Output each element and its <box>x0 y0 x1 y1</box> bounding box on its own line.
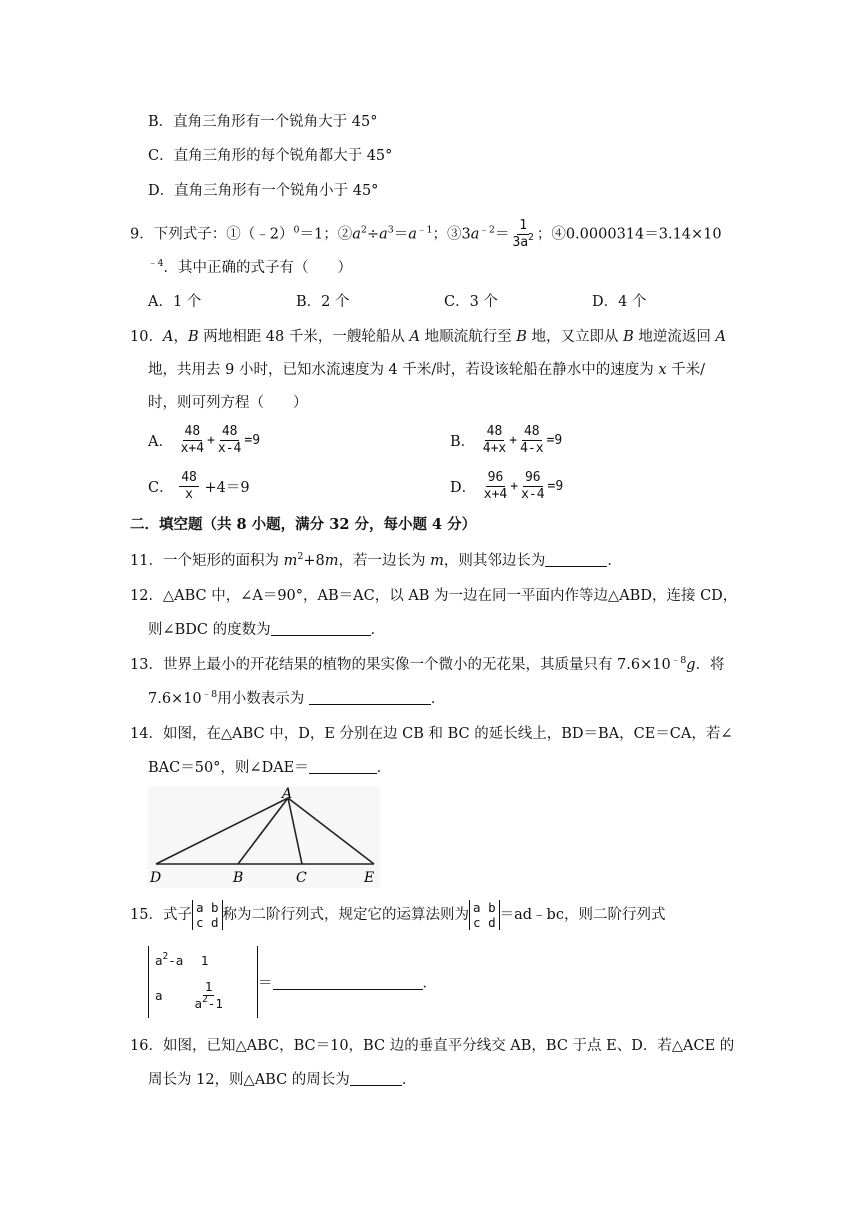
q14-answer-blank[interactable] <box>309 759 377 774</box>
label-e: E <box>364 870 375 886</box>
q14-line2: BAC＝50°，则∠DAE＝ ． <box>148 760 392 776</box>
label-d: D <box>150 870 162 886</box>
q8-option-d: D．直角三角形有一个锐角小于 45° <box>148 183 379 199</box>
q10-line2: 地，共用去 9 小时，已知水流速度为 4 千米/时，若设该轮船在静水中的速度为 x 千米/ <box>148 362 706 378</box>
q12-line1: 12．△ABC 中，∠A＝90°，AB＝AC，以 AB 为一边在同一平面内作等边△ABD，连接 CD， <box>130 588 738 604</box>
q15-answer-blank[interactable] <box>273 975 423 990</box>
q13-line2: $7.6\times 10^{﹣8}$用小数表示为 ． <box>148 689 446 707</box>
q11: 11．一个矩形的面积为 $m^2+8m$，若一边长为 m，则其邻边长为 ． <box>130 551 622 569</box>
q15-line1: 15．式子 a b c d 称为二阶行列式，规定它的运算法则为 a b c d ＝ad﹣bc，则二阶行列式 <box>130 900 666 930</box>
q13-line1: 13．世界上最小的开花结果的植物的果实像一个微小的无花果，其质量只有 $7.6\times 10^{﹣8}g$．将 <box>130 655 725 673</box>
q10-option-c: C． $\frac{48}{x}$ +4＝9 <box>148 470 250 502</box>
q11-answer-blank[interactable] <box>545 552 607 567</box>
q10-option-b: B． $\frac{48}{4+x}$ + $\frac{48}{4-x}$ =9 <box>450 424 563 456</box>
q15-matrix: $a^2-a$ 1 a $\frac{1}{a^2-1}$ ＝ ． <box>148 946 437 1018</box>
q14-triangle-figure <box>148 786 380 888</box>
q9-option-c: C．3 个 <box>444 294 498 310</box>
q14-line1: 14．如图，在△ABC 中，D，E 分别在边 CB 和 BC 的延长线上，BD＝BA，CE＝CA，若∠ <box>130 726 733 742</box>
q9-line2: $^{﹣4}$．其中正确的式子有（ ） <box>148 258 353 276</box>
section-title: 二．填空题（共 8 小题，满分 32 分，每小题 4 分） <box>130 516 477 533</box>
q10-line1: 10．A，B 两地相距 48 千米，一艘轮船从 A 地顺流航行至 B 地，又立即从 B 地逆流返回 A <box>130 329 726 345</box>
q9-option-a: A．1 个 <box>148 294 202 310</box>
q9-fraction: $\frac{1}{3a^2}$ <box>512 218 534 250</box>
q9-line1: 9．下列式子：①（﹣2）$^0$＝1；$②a^2\div a^3=a^{﹣1}$；$③3a^{﹣2}=$ $\frac{1}{3a^2}$ ；④0.0000314＝3.14×10 <box>130 218 722 250</box>
q8-option-c: C．直角三角形的每个锐角都大于 45° <box>148 148 393 164</box>
q16-line2: 周长为 12，则△ABC 的周长为 ． <box>148 1072 417 1088</box>
label-c: C <box>296 870 307 886</box>
q8-option-b: B．直角三角形有一个锐角大于 45° <box>148 114 378 130</box>
q13-answer-blank[interactable] <box>309 690 431 705</box>
q12-answer-blank[interactable] <box>271 621 371 636</box>
q10-line3: 时，则可列方程（ ） <box>148 395 308 411</box>
q16-line1: 16．如图，已知△ABC，BC＝10，BC 边的垂直平分线交 AB，BC 于点 E、D．若△ACE 的 <box>130 1038 735 1054</box>
determinant-rule: a b c d <box>469 900 500 930</box>
q12-line2: 则∠BDC 的度数为 ． <box>148 622 386 638</box>
q16-answer-blank[interactable] <box>350 1071 402 1086</box>
q9-option-d: D．4 个 <box>592 294 647 310</box>
q10-option-a: A． $\frac{48}{x+4}$ + $\frac{48}{x-4}$ =9 <box>148 424 261 456</box>
determinant-definition: a b c d <box>192 900 223 930</box>
q10-option-d: D． $\frac{96}{x+4}$ + $\frac{96}{x-4}$ =9 <box>450 470 564 502</box>
label-b: B <box>233 870 244 886</box>
label-a: A <box>282 786 293 802</box>
q9-option-b: B．2 个 <box>296 294 350 310</box>
